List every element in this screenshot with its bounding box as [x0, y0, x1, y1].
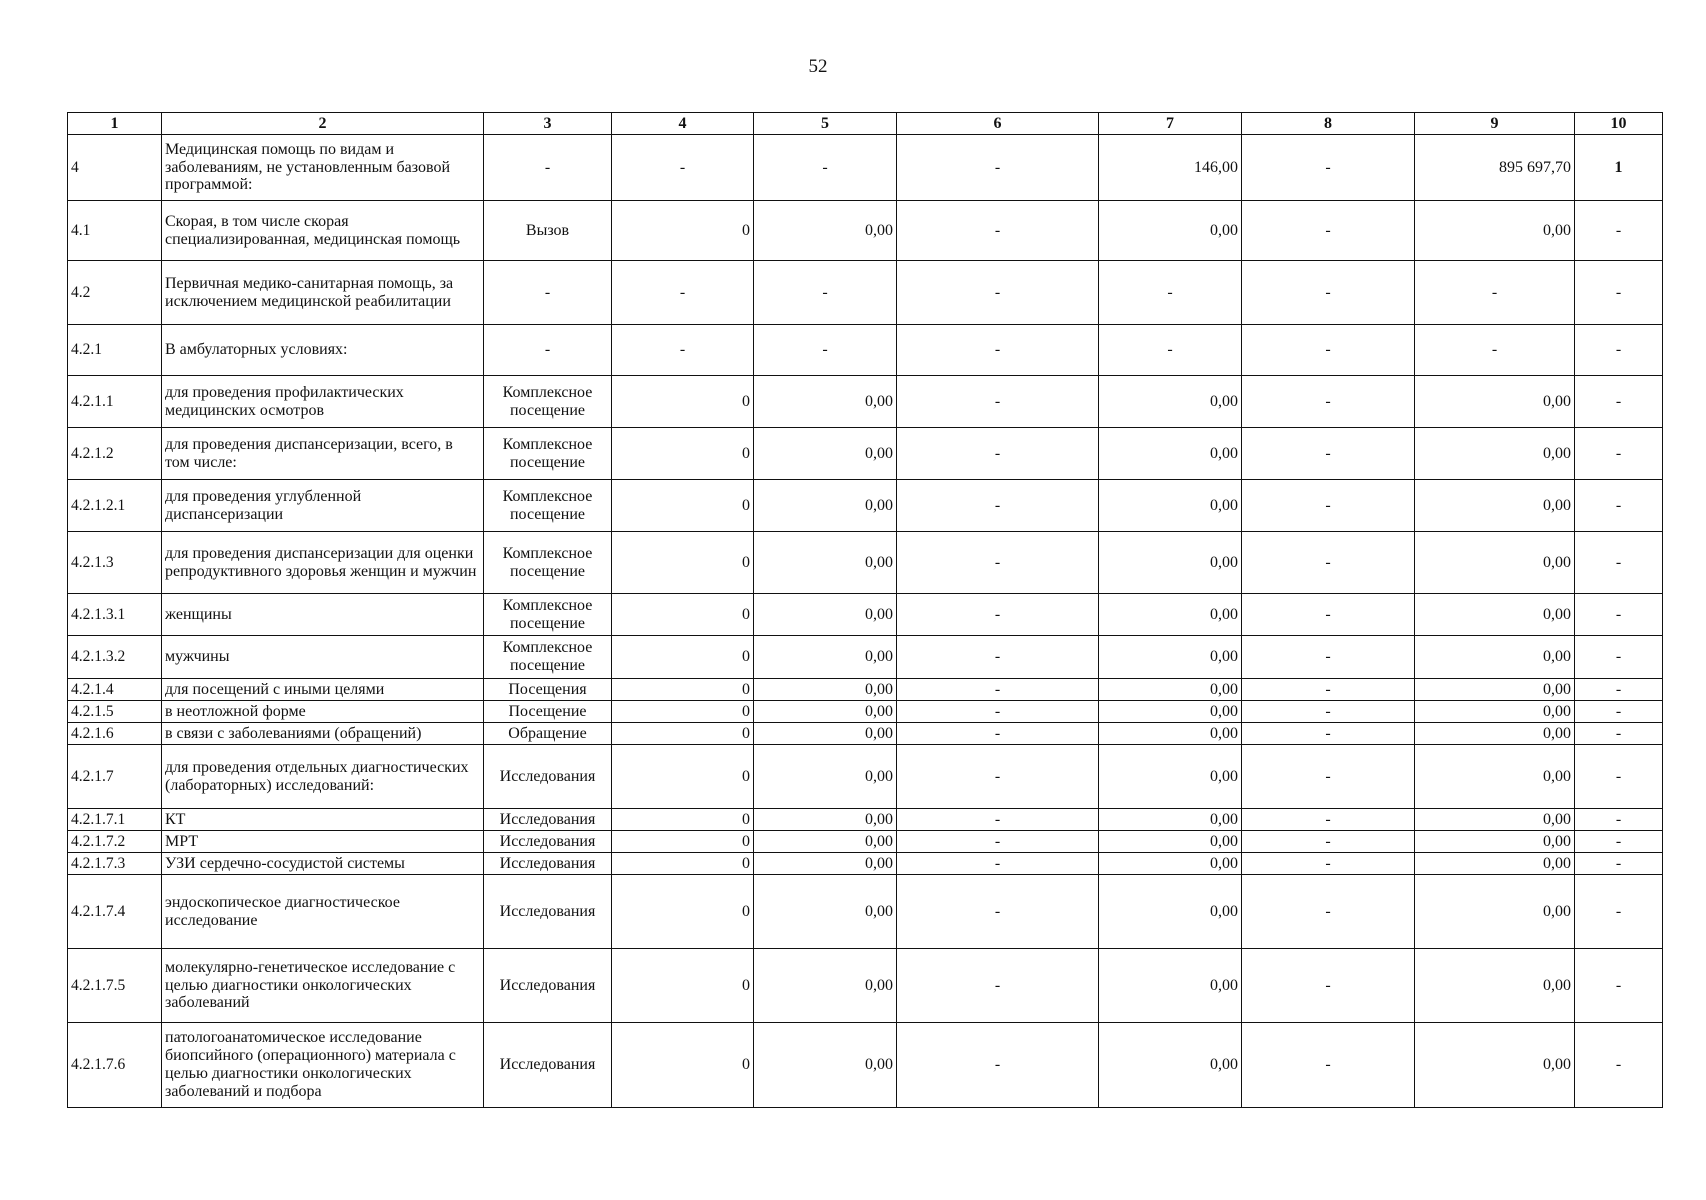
col-6-value: -	[897, 636, 1099, 679]
row-name: в неотложной форме	[162, 701, 484, 723]
table-row	[68, 831, 1663, 853]
col-9-value: 0,00	[1415, 376, 1575, 428]
table-row	[68, 679, 1663, 701]
col-7-value: 0,00	[1099, 201, 1242, 261]
col-7-value: 0,00	[1099, 701, 1242, 723]
table-row	[68, 875, 1663, 949]
col-5-value: 0,00	[754, 949, 897, 1023]
table-row	[68, 949, 1663, 1023]
row-name: для проведения углубленной диспансеризации	[162, 480, 484, 532]
col-9-value: 0,00	[1415, 875, 1575, 949]
header-row	[68, 113, 1663, 135]
unit: Комплексное посещение	[484, 532, 612, 594]
col-7-value: 0,00	[1099, 1023, 1242, 1108]
col-7-value: 0,00	[1099, 376, 1242, 428]
col-7-value: -	[1099, 261, 1242, 325]
col-8-value: -	[1242, 949, 1415, 1023]
col-9-value: 0,00	[1415, 594, 1575, 636]
col-8-value: -	[1242, 875, 1415, 949]
col-9-value: 0,00	[1415, 201, 1575, 261]
table-row	[68, 636, 1663, 679]
col-7-value: 0,00	[1099, 723, 1242, 745]
row-code: 4.2.1.5	[68, 701, 162, 723]
col-6-value: -	[897, 745, 1099, 809]
unit: Исследования	[484, 949, 612, 1023]
col-5-value: 0,00	[754, 701, 897, 723]
table-row	[68, 809, 1663, 831]
table-row	[68, 1023, 1663, 1108]
col-4-value: 0	[612, 636, 754, 679]
table-body	[68, 135, 1663, 1108]
col-7-value: 0,00	[1099, 532, 1242, 594]
col-9-value: -	[1415, 325, 1575, 376]
col-7-value: 0,00	[1099, 636, 1242, 679]
col-10-value: -	[1575, 853, 1663, 875]
col-6-value: -	[897, 949, 1099, 1023]
unit: Исследования	[484, 1023, 612, 1108]
row-name: для проведения диспансеризации, всего, в том числе:	[162, 428, 484, 480]
col-9-value: 0,00	[1415, 745, 1575, 809]
col-4-value: -	[612, 261, 754, 325]
col-7-value: 0,00	[1099, 679, 1242, 701]
col-4-value: -	[612, 325, 754, 376]
table-row	[68, 745, 1663, 809]
col-9-value: 895 697,70	[1415, 135, 1575, 201]
unit: Комплексное посещение	[484, 594, 612, 636]
col-8-value: -	[1242, 594, 1415, 636]
col-7-value: 0,00	[1099, 480, 1242, 532]
unit: Комплексное посещение	[484, 480, 612, 532]
col-8-value: -	[1242, 261, 1415, 325]
col-4-value: 0	[612, 480, 754, 532]
col-5-value: 0,00	[754, 723, 897, 745]
col-4-value: 0	[612, 701, 754, 723]
col-5-value: 0,00	[754, 532, 897, 594]
row-name: для проведения диспансеризации для оценки репродуктивного здоровья женщин и мужчин	[162, 532, 484, 594]
col-5-value: 0,00	[754, 594, 897, 636]
col-6-value: -	[897, 1023, 1099, 1108]
col-4-value: -	[612, 135, 754, 201]
col-7-value: 0,00	[1099, 853, 1242, 875]
unit: Посещение	[484, 701, 612, 723]
col-5-value: 0,00	[754, 428, 897, 480]
col-8-value: -	[1242, 480, 1415, 532]
col-10-value: -	[1575, 745, 1663, 809]
col-4-value: 0	[612, 428, 754, 480]
unit: -	[484, 325, 612, 376]
table-row	[68, 428, 1663, 480]
col-10-value: -	[1575, 831, 1663, 853]
col-5-value: -	[754, 261, 897, 325]
row-code: 4.2.1.3.2	[68, 636, 162, 679]
unit: Исследования	[484, 831, 612, 853]
col-5-value: -	[754, 325, 897, 376]
page-number: 52	[808, 56, 828, 77]
col-10-value: -	[1575, 532, 1663, 594]
row-code: 4.2.1.4	[68, 679, 162, 701]
unit: Комплексное посещение	[484, 428, 612, 480]
row-name: для проведения отдельных диагностических (лабораторных) исследований:	[162, 745, 484, 809]
col-9-value: 0,00	[1415, 636, 1575, 679]
col-9-value: 0,00	[1415, 853, 1575, 875]
row-name: КТ	[162, 809, 484, 831]
column-header: 1	[68, 113, 162, 135]
col-9-value: 0,00	[1415, 532, 1575, 594]
col-5-value: 0,00	[754, 831, 897, 853]
col-8-value: -	[1242, 135, 1415, 201]
col-5-value: -	[754, 135, 897, 201]
data-table	[67, 112, 1663, 1108]
row-code: 4.2.1.3	[68, 532, 162, 594]
col-7-value: 0,00	[1099, 428, 1242, 480]
col-10-value: -	[1575, 701, 1663, 723]
col-10-value: -	[1575, 261, 1663, 325]
col-10-value: 1	[1575, 135, 1663, 201]
col-5-value: 0,00	[754, 480, 897, 532]
row-name: Первичная медико-санитарная помощь, за исключением медицинской реабилитации	[162, 261, 484, 325]
unit: Исследования	[484, 853, 612, 875]
column-header: 4	[612, 113, 754, 135]
col-8-value: -	[1242, 376, 1415, 428]
column-header: 9	[1415, 113, 1575, 135]
unit: Комплексное посещение	[484, 376, 612, 428]
row-name: для посещений с иными целями	[162, 679, 484, 701]
row-name: в связи с заболеваниями (обращений)	[162, 723, 484, 745]
unit: Обращение	[484, 723, 612, 745]
row-name: Скорая, в том числе скорая специализированная, медицинская помощь	[162, 201, 484, 261]
col-8-value: -	[1242, 723, 1415, 745]
col-6-value: -	[897, 853, 1099, 875]
col-10-value: -	[1575, 809, 1663, 831]
col-6-value: -	[897, 875, 1099, 949]
col-6-value: -	[897, 679, 1099, 701]
col-5-value: 0,00	[754, 636, 897, 679]
col-4-value: 0	[612, 853, 754, 875]
col-8-value: -	[1242, 201, 1415, 261]
col-4-value: 0	[612, 723, 754, 745]
row-code: 4.2.1.7.6	[68, 1023, 162, 1108]
row-code: 4.1	[68, 201, 162, 261]
col-5-value: 0,00	[754, 201, 897, 261]
col-10-value: -	[1575, 679, 1663, 701]
col-9-value: 0,00	[1415, 723, 1575, 745]
col-5-value: 0,00	[754, 853, 897, 875]
row-code: 4.2.1.7.1	[68, 809, 162, 831]
row-name: эндоскопическое диагностическое исследование	[162, 875, 484, 949]
col-4-value: 0	[612, 532, 754, 594]
col-6-value: -	[897, 376, 1099, 428]
col-6-value: -	[897, 809, 1099, 831]
col-6-value: -	[897, 135, 1099, 201]
col-8-value: -	[1242, 745, 1415, 809]
unit: Вызов	[484, 201, 612, 261]
col-7-value: 0,00	[1099, 745, 1242, 809]
col-8-value: -	[1242, 853, 1415, 875]
col-8-value: -	[1242, 809, 1415, 831]
row-name: молекулярно-генетическое исследование с целью диагностики онкологических заболеваний	[162, 949, 484, 1023]
col-8-value: -	[1242, 532, 1415, 594]
col-5-value: 0,00	[754, 745, 897, 809]
col-4-value: 0	[612, 679, 754, 701]
col-9-value: 0,00	[1415, 679, 1575, 701]
col-7-value: -	[1099, 325, 1242, 376]
row-code: 4.2	[68, 261, 162, 325]
column-header: 3	[484, 113, 612, 135]
col-5-value: 0,00	[754, 679, 897, 701]
col-6-value: -	[897, 480, 1099, 532]
column-header: 8	[1242, 113, 1415, 135]
col-5-value: 0,00	[754, 875, 897, 949]
col-4-value: 0	[612, 875, 754, 949]
row-name: Медицинская помощь по видам и заболеваниям, не установленным базовой программой:	[162, 135, 484, 201]
row-code: 4.2.1.7.5	[68, 949, 162, 1023]
col-8-value: -	[1242, 831, 1415, 853]
unit: Посещения	[484, 679, 612, 701]
col-9-value: 0,00	[1415, 480, 1575, 532]
col-9-value: 0,00	[1415, 428, 1575, 480]
col-8-value: -	[1242, 325, 1415, 376]
row-code: 4.2.1.3.1	[68, 594, 162, 636]
col-10-value: -	[1575, 723, 1663, 745]
col-6-value: -	[897, 831, 1099, 853]
col-9-value: 0,00	[1415, 701, 1575, 723]
table-row	[68, 201, 1663, 261]
col-4-value: 0	[612, 745, 754, 809]
col-4-value: 0	[612, 376, 754, 428]
col-4-value: 0	[612, 1023, 754, 1108]
unit: Исследования	[484, 809, 612, 831]
column-header: 5	[754, 113, 897, 135]
table-row	[68, 325, 1663, 376]
col-10-value: -	[1575, 376, 1663, 428]
row-code: 4.2.1	[68, 325, 162, 376]
unit: Комплексное посещение	[484, 636, 612, 679]
col-8-value: -	[1242, 679, 1415, 701]
col-7-value: 146,00	[1099, 135, 1242, 201]
row-name: для проведения профилактических медицинских осмотров	[162, 376, 484, 428]
col-9-value: 0,00	[1415, 949, 1575, 1023]
unit: Исследования	[484, 745, 612, 809]
row-name: патологоанатомическое исследование биопсийного (операционного) материала с целью диагностики онкологических заболеваний и подбора	[162, 1023, 484, 1108]
col-6-value: -	[897, 701, 1099, 723]
col-5-value: 0,00	[754, 1023, 897, 1108]
row-name: мужчины	[162, 636, 484, 679]
row-name: В амбулаторных условиях:	[162, 325, 484, 376]
col-5-value: 0,00	[754, 809, 897, 831]
row-code: 4.2.1.2.1	[68, 480, 162, 532]
unit: -	[484, 261, 612, 325]
column-header: 6	[897, 113, 1099, 135]
table-row	[68, 701, 1663, 723]
col-10-value: -	[1575, 636, 1663, 679]
col-8-value: -	[1242, 636, 1415, 679]
unit: -	[484, 135, 612, 201]
row-code: 4.2.1.7.2	[68, 831, 162, 853]
col-6-value: -	[897, 261, 1099, 325]
table-row	[68, 594, 1663, 636]
col-6-value: -	[897, 201, 1099, 261]
col-10-value: -	[1575, 949, 1663, 1023]
col-10-value: -	[1575, 325, 1663, 376]
col-4-value: 0	[612, 809, 754, 831]
row-name: УЗИ сердечно-сосудистой системы	[162, 853, 484, 875]
row-code: 4.2.1.6	[68, 723, 162, 745]
table-row	[68, 853, 1663, 875]
col-5-value: 0,00	[754, 376, 897, 428]
col-6-value: -	[897, 428, 1099, 480]
column-header: 2	[162, 113, 484, 135]
col-6-value: -	[897, 723, 1099, 745]
table-row	[68, 135, 1663, 201]
unit: Исследования	[484, 875, 612, 949]
col-7-value: 0,00	[1099, 594, 1242, 636]
col-10-value: -	[1575, 201, 1663, 261]
col-7-value: 0,00	[1099, 875, 1242, 949]
col-7-value: 0,00	[1099, 831, 1242, 853]
col-10-value: -	[1575, 480, 1663, 532]
col-6-value: -	[897, 532, 1099, 594]
row-code: 4.2.1.1	[68, 376, 162, 428]
col-4-value: 0	[612, 201, 754, 261]
col-8-value: -	[1242, 428, 1415, 480]
row-code: 4.2.1.7	[68, 745, 162, 809]
row-code: 4.2.1.2	[68, 428, 162, 480]
row-name: МРТ	[162, 831, 484, 853]
column-header: 10	[1575, 113, 1663, 135]
table-row	[68, 261, 1663, 325]
row-name: женщины	[162, 594, 484, 636]
col-10-value: -	[1575, 1023, 1663, 1108]
table-row	[68, 480, 1663, 532]
col-10-value: -	[1575, 428, 1663, 480]
table-row	[68, 532, 1663, 594]
column-header: 7	[1099, 113, 1242, 135]
col-4-value: 0	[612, 949, 754, 1023]
col-7-value: 0,00	[1099, 949, 1242, 1023]
row-code: 4	[68, 135, 162, 201]
col-10-value: -	[1575, 594, 1663, 636]
col-6-value: -	[897, 325, 1099, 376]
col-9-value: -	[1415, 261, 1575, 325]
col-4-value: 0	[612, 594, 754, 636]
row-code: 4.2.1.7.4	[68, 875, 162, 949]
col-8-value: -	[1242, 701, 1415, 723]
col-6-value: -	[897, 594, 1099, 636]
table-row	[68, 723, 1663, 745]
col-9-value: 0,00	[1415, 809, 1575, 831]
col-8-value: -	[1242, 1023, 1415, 1108]
col-7-value: 0,00	[1099, 809, 1242, 831]
col-4-value: 0	[612, 831, 754, 853]
col-9-value: 0,00	[1415, 1023, 1575, 1108]
table-row	[68, 376, 1663, 428]
row-code: 4.2.1.7.3	[68, 853, 162, 875]
col-9-value: 0,00	[1415, 831, 1575, 853]
col-10-value: -	[1575, 875, 1663, 949]
